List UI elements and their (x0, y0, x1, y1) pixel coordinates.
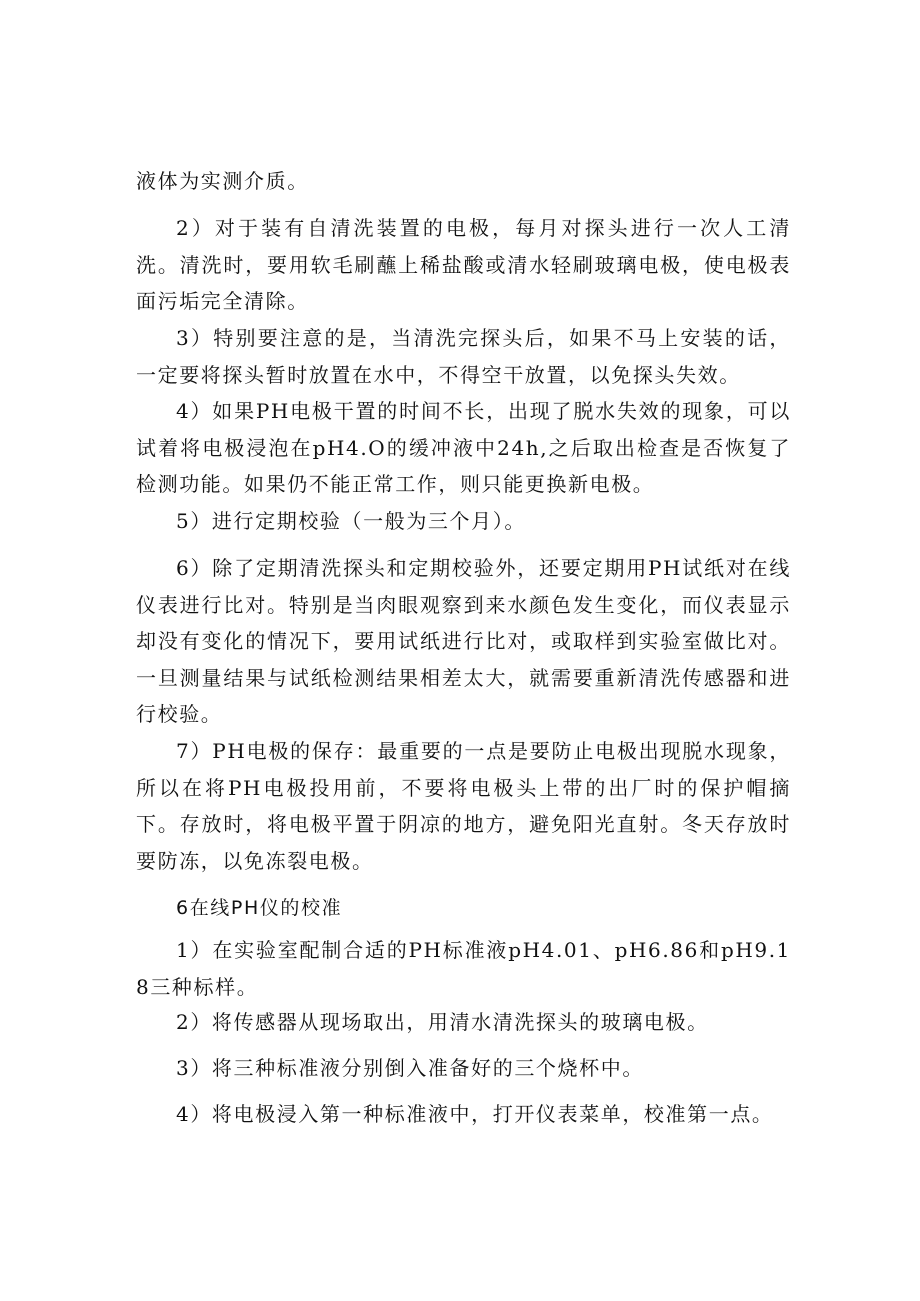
paragraph-self-cleaning: 2）对于装有自清洗装置的电极，每月对探头进行一次人工清洗。清洗时，要用软毛刷蘸上稀盐酸或清水轻刷玻璃电极，使电极表面污垢完全清除。 (136, 216, 791, 313)
paragraph-ph-test-paper: 6）除了定期清洗探头和定期校验外，还要定期用PH试纸对在线仪表进行比对。特别是当肉眼观察到来水颜色发生变化，而仪表显示却没有变化的情况下，要用试纸进行比对，或取样到实验室做比对。一旦测量结果与试纸检测结果相差太大，就需要重新清洗传感器和进行校验。 (136, 556, 791, 726)
section-heading: 6在线PH仪的校准 (176, 897, 343, 919)
paragraph-electrode-storage: 7）PH电极的保存：最重要的一点是要防止电极出现脱水现象，所以在将PH电极投用前，不要将电极头上带的出厂时的保护帽摘下。存放时，将电极平置于阴凉的地方，避免阳光直射。冬天存放时要防冻，以免冻裂电极。 (136, 739, 791, 873)
paragraph-dehydration: 4）如果PH电极干置的时间不长，出现了脱水失效的现象，可以试着将电极浸泡在pH4.O的缓冲液中24h,之后取出检查是否恢复了检测功能。如果仍不能正常工作，则只能更换新电极。 (136, 399, 791, 496)
paragraph-periodic-calibration: 5）进行定期校验（一般为三个月）。 (176, 509, 526, 533)
paragraph-calibrate-first-point: 4）将电极浸入第一种标准液中，打开仪表菜单，校准第一点。 (176, 1102, 774, 1126)
paragraph-storage-after-cleaning: 3）特别要注意的是，当清洗完探头后，如果不马上安装的话，一定要将探头暂时放置在水中，不得空干放置，以免探头失效。 (136, 326, 791, 387)
paragraph-continuation: 液体为实测介质。 (136, 169, 309, 193)
paragraph-remove-sensor: 2）将传感器从现场取出，用清水清洗探头的玻璃电极。 (176, 1010, 709, 1034)
paragraph-standard-solutions: 1）在实验室配制合适的PH标准液pH4.01、pH6.86和pH9.18三种标样。 (136, 938, 791, 999)
paragraph-pour-beakers: 3）将三种标准液分别倒入准备好的三个烧杯中。 (176, 1056, 644, 1080)
